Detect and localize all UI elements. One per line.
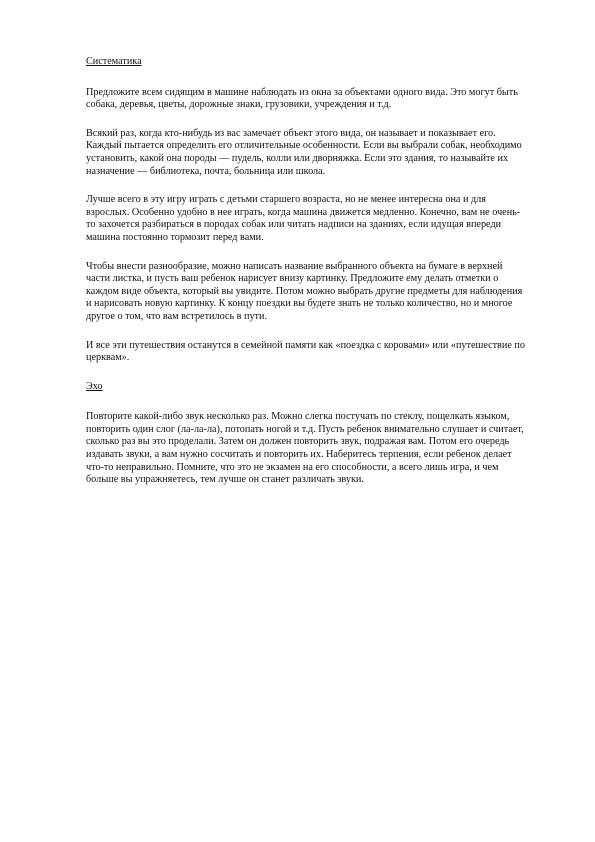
paragraph: Лучше всего в эту игру играть с детьми старшего возраста, но не менее интересна она и для взрослых. Особенно удобно в нее играть, когда машина движется медленно. Конечно, вам не очень-то захочется разбираться в породах собак или читать надписи на зданиях, если идущая впереди машина постоянно тормозит перед вами. — [86, 194, 521, 243]
section-heading-echo: Эхо — [86, 380, 103, 392]
paragraph: Предложите всем сидящим в машине наблюдать из окна за объектами одного вида. Это могут быть собака, деревья, цветы, дорожные знаки, грузовики, учреждения и т.д. — [86, 86, 518, 111]
paragraph: Повторите какой-либо звук несколько раз. Можно слегка постучать по стеклу, пощелкать языком, повторить один слог (ла-ла-ла), потопать ногой и т.д. Пусть ребенок внимательно слушает и считает, сколько раз вы это проделали. Затем он должен повторить звук, подражая вам. Потом его очередь издавать звуки, а вам нужно сосчитать и повторить их. Наберитесь терпения, если ребенок делает что-то неправильно. Помните, что это не экзамен на его способности, а всего лишь игра, и чем больше вы упражняетесь, тем лучше он станет различать звуки. — [86, 411, 524, 486]
paragraph: И все эти путешествия останутся в семейной памяти как «поездка с коровами» или «путешествие по церквам». — [86, 339, 525, 364]
section-heading-systematics: Систематика — [86, 56, 142, 67]
paragraph: Всякий раз, когда кто-нибудь из вас замечает объект этого вида, он называет и показывает его. Каждый пытается определить его отличительные особенности. Если вы выбрали собак, необходимо установить, какой она породы — пудель, колли или дворняжка. Если это здания, то называйте их назначение — библиотека, почта, больница или школа. — [86, 127, 522, 177]
paragraph: Чтобы внести разнообразие, можно написать название выбранного объекта на бумаге в верхней части листка, и пусть ваш ребенок нарисует внизу картинку. Предложите ему делать отметки о каждом виде объекта, который вы увидите. Потом можно выбрать другие предметы для наблюдения и нарисовать новую картинку. К концу поездки вы будете знать не только количество, но и многое другое о том, что вам встретилось в пути. — [86, 260, 523, 322]
document-body — [86, 56, 526, 487]
